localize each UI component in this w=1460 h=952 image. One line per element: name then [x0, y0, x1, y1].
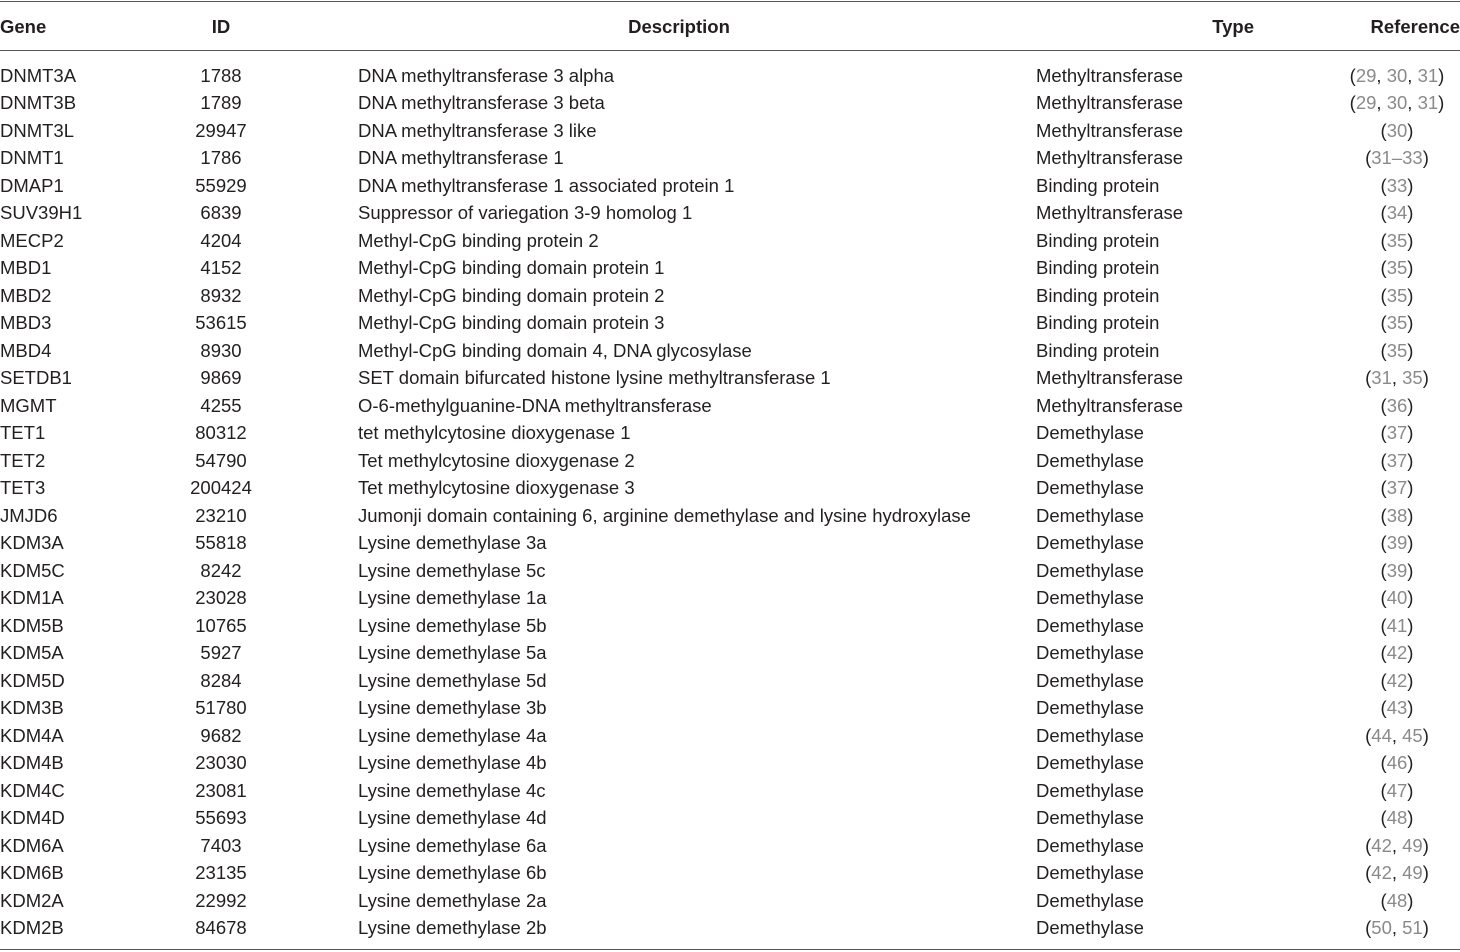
reference-link[interactable]: 36 [1386, 394, 1408, 416]
cell-description: Methyl-CpG binding domain 4, DNA glycosylase [358, 339, 752, 361]
cell-id: 1789 [200, 92, 242, 114]
reference-link[interactable]: 29 [1355, 64, 1377, 86]
reference-link[interactable]: 37 [1386, 449, 1408, 471]
cell-type: Demethylase [1036, 917, 1144, 939]
cell-description: Lysine demethylase 4a [358, 724, 547, 746]
cell-gene: DNMT1 [0, 147, 64, 169]
cell-type: Demethylase [1036, 669, 1144, 691]
cell-description: Lysine demethylase 6a [358, 834, 547, 856]
cell-gene: KDM4A [0, 724, 64, 746]
reference-link[interactable]: 41 [1386, 614, 1408, 636]
cell-reference: (33) [1380, 174, 1414, 196]
cell-description: Methyl-CpG binding domain protein 3 [358, 312, 665, 334]
reference-link[interactable]: 34 [1386, 202, 1408, 224]
cell-id: 23081 [195, 779, 247, 801]
cell-type: Binding protein [1036, 312, 1160, 334]
cell-reference: (36) [1380, 394, 1414, 416]
cell-reference: (35) [1380, 312, 1414, 334]
cell-type: Demethylase [1036, 614, 1144, 636]
cell-reference: (47) [1380, 779, 1414, 801]
table-row [0, 117, 1460, 145]
cell-gene: KDM2B [0, 917, 64, 939]
cell-type: Demethylase [1036, 697, 1144, 719]
cell-gene: KDM1A [0, 587, 64, 609]
reference-link[interactable]: 46 [1386, 752, 1408, 774]
cell-gene: KDM5A [0, 642, 64, 664]
reference-link[interactable]: 29 [1355, 92, 1377, 114]
cell-reference: (44, 45) [1365, 724, 1429, 746]
cell-gene: KDM2A [0, 889, 64, 911]
table-row [0, 255, 1460, 283]
cell-reference: (39) [1380, 532, 1414, 554]
cell-id: 55818 [195, 532, 247, 554]
cell-description: Lysine demethylase 6b [358, 862, 547, 884]
cell-type: Methyltransferase [1036, 92, 1184, 114]
cell-type: Demethylase [1036, 862, 1144, 884]
table-row [0, 200, 1460, 228]
reference-link[interactable]: 31 [1417, 64, 1439, 86]
table-row [0, 612, 1460, 640]
cell-gene: DNMT3A [0, 64, 77, 86]
cell-type: Binding protein [1036, 174, 1160, 196]
cell-description: Jumonji domain containing 6, arginine demethylase and lysine hydroxylase [358, 504, 971, 526]
header-id: ID [211, 16, 231, 37]
table-row [0, 585, 1460, 613]
cell-gene: MBD1 [0, 257, 52, 279]
cell-type: Methyltransferase [1036, 147, 1184, 169]
cell-id: 4204 [200, 229, 242, 251]
table-row [0, 887, 1460, 915]
reference-link[interactable]: 42 [1386, 669, 1408, 691]
cell-description: Methyl-CpG binding domain protein 1 [358, 257, 665, 279]
cell-reference: (31, 35) [1365, 367, 1429, 389]
cell-gene: KDM4D [0, 807, 65, 829]
cell-reference: (48) [1380, 889, 1414, 911]
reference-link[interactable]: 35 [1386, 312, 1408, 334]
table-row [0, 667, 1460, 695]
reference-link[interactable]: 48 [1386, 807, 1408, 829]
table-row [0, 172, 1460, 200]
reference-link[interactable]: 48 [1386, 889, 1408, 911]
cell-type: Binding protein [1036, 339, 1160, 361]
cell-id: 10765 [195, 614, 247, 636]
table-row [0, 640, 1460, 668]
table-row [0, 860, 1460, 888]
cell-gene: MECP2 [0, 229, 64, 251]
cell-gene: KDM6B [0, 862, 64, 884]
table-row [0, 557, 1460, 585]
reference-link[interactable]: 35 [1386, 257, 1408, 279]
cell-description: SET domain bifurcated histone lysine methyltransferase 1 [358, 367, 831, 389]
reference-link[interactable]: 30 [1386, 64, 1408, 86]
cell-description: Lysine demethylase 5c [358, 559, 546, 581]
cell-type: Demethylase [1036, 834, 1144, 856]
cell-reference: (37) [1380, 449, 1414, 471]
cell-reference: (37) [1380, 422, 1414, 444]
cell-type: Methyltransferase [1036, 64, 1184, 86]
cell-reference: (37) [1380, 477, 1414, 499]
reference-link[interactable]: 31–33 [1371, 147, 1423, 169]
reference-link[interactable]: 42 [1386, 642, 1408, 664]
table-row [0, 420, 1460, 448]
cell-description: Lysine demethylase 2a [358, 889, 547, 911]
cell-reference: (35) [1380, 284, 1414, 306]
cell-description: Lysine demethylase 5b [358, 614, 547, 636]
cell-gene: SETDB1 [0, 367, 72, 389]
cell-description: DNA methyltransferase 3 alpha [358, 64, 615, 86]
reference-link[interactable]: 39 [1386, 559, 1408, 581]
cell-description: Lysine demethylase 3b [358, 697, 547, 719]
table-row [0, 50, 1460, 90]
cell-type: Demethylase [1036, 477, 1144, 499]
cell-gene: KDM5D [0, 669, 65, 691]
cell-id: 8932 [200, 284, 242, 306]
cell-description: Methyl-CpG binding domain protein 2 [358, 284, 665, 306]
cell-description: tet methylcytosine dioxygenase 1 [358, 422, 631, 444]
cell-type: Demethylase [1036, 587, 1144, 609]
cell-id: 23135 [195, 862, 247, 884]
cell-type: Demethylase [1036, 422, 1144, 444]
gene-table [0, 4, 1460, 942]
cell-id: 51780 [195, 697, 247, 719]
cell-id: 8930 [200, 339, 242, 361]
table-row [0, 750, 1460, 778]
cell-id: 23030 [195, 752, 247, 774]
cell-id: 1786 [200, 147, 242, 169]
cell-gene: KDM6A [0, 834, 64, 856]
cell-id: 1788 [200, 64, 242, 86]
cell-gene: KDM4C [0, 779, 65, 801]
cell-id: 23210 [195, 504, 247, 526]
cell-reference: (34) [1380, 202, 1414, 224]
cell-id: 8284 [200, 669, 242, 691]
cell-description: DNA methyltransferase 3 like [358, 119, 597, 141]
bottom-rule [0, 949, 1460, 950]
cell-description: Lysine demethylase 3a [358, 532, 547, 554]
reference-link[interactable]: 35 [1386, 284, 1408, 306]
header-row [0, 4, 1460, 50]
cell-type: Methyltransferase [1036, 394, 1184, 416]
reference-link[interactable]: 33 [1386, 174, 1408, 196]
cell-id: 29947 [195, 119, 247, 141]
cell-reference: (31–33) [1365, 147, 1429, 169]
cell-type: Demethylase [1036, 889, 1144, 911]
cell-id: 9869 [200, 367, 242, 389]
table-row [0, 475, 1460, 503]
table-row [0, 227, 1460, 255]
header-reference: Reference [1370, 16, 1460, 37]
cell-description: Tet methylcytosine dioxygenase 3 [358, 477, 635, 499]
cell-reference: (30) [1380, 119, 1414, 141]
cell-description: Tet methylcytosine dioxygenase 2 [358, 449, 635, 471]
cell-description: Lysine demethylase 4b [358, 752, 547, 774]
table-row [0, 310, 1460, 338]
cell-gene: DNMT3B [0, 92, 77, 114]
cell-description: Suppressor of variegation 3-9 homolog 1 [358, 202, 693, 224]
cell-id: 6839 [200, 202, 242, 224]
table-row [0, 530, 1460, 558]
cell-id: 8242 [200, 559, 242, 581]
cell-id: 22992 [195, 889, 247, 911]
reference-link[interactable]: 35 [1386, 229, 1408, 251]
cell-type: Methyltransferase [1036, 119, 1184, 141]
table-row [0, 337, 1460, 365]
reference-link[interactable]: 49 [1402, 862, 1423, 884]
cell-gene: KDM3A [0, 532, 64, 554]
cell-description: Lysine demethylase 5a [358, 642, 547, 664]
cell-gene: KDM3B [0, 697, 64, 719]
table-row [0, 447, 1460, 475]
cell-type: Methyltransferase [1036, 202, 1184, 224]
cell-type: Demethylase [1036, 504, 1144, 526]
table-row [0, 90, 1460, 118]
reference-link[interactable]: 39 [1386, 532, 1408, 554]
cell-type: Binding protein [1036, 284, 1160, 306]
cell-description: DNA methyltransferase 3 beta [358, 92, 605, 114]
cell-gene: KDM5C [0, 559, 65, 581]
reference-link[interactable]: 51 [1402, 917, 1423, 939]
reference-link[interactable]: 31 [1371, 367, 1392, 389]
reference-link[interactable]: 31 [1417, 92, 1439, 114]
table-row [0, 695, 1460, 723]
cell-gene: TET2 [0, 449, 46, 471]
cell-reference: (40) [1380, 587, 1414, 609]
cell-reference: (35) [1380, 229, 1414, 251]
reference-link[interactable]: 35 [1402, 367, 1423, 389]
cell-description: DNA methyltransferase 1 associated protein 1 [358, 174, 735, 196]
cell-gene: JMJD6 [0, 504, 58, 526]
cell-reference: (29, 30, 31) [1349, 92, 1445, 114]
reference-link[interactable]: 40 [1386, 587, 1408, 609]
cell-reference: (50, 51) [1365, 917, 1429, 939]
cell-type: Demethylase [1036, 559, 1144, 581]
reference-link[interactable]: 30 [1386, 119, 1408, 141]
cell-type: Demethylase [1036, 807, 1144, 829]
cell-id: 55929 [195, 174, 247, 196]
cell-id: 7403 [200, 834, 242, 856]
cell-gene: KDM5B [0, 614, 64, 636]
cell-type: Demethylase [1036, 724, 1144, 746]
cell-gene: MGMT [0, 394, 57, 416]
cell-gene: DNMT3L [0, 119, 75, 141]
reference-link[interactable]: 47 [1386, 779, 1408, 801]
cell-id: 4255 [200, 394, 242, 416]
table-body [0, 50, 1460, 942]
reference-link[interactable]: 42 [1371, 834, 1392, 856]
reference-link[interactable]: 44 [1371, 724, 1392, 746]
header-description: Description [628, 16, 730, 37]
cell-id: 9682 [200, 724, 242, 746]
cell-id: 84678 [195, 917, 247, 939]
reference-link[interactable]: 37 [1386, 422, 1408, 444]
reference-link[interactable]: 49 [1402, 834, 1423, 856]
reference-link[interactable]: 43 [1386, 697, 1408, 719]
cell-gene: MBD2 [0, 284, 52, 306]
cell-reference: (35) [1380, 257, 1414, 279]
reference-link[interactable]: 45 [1402, 724, 1423, 746]
reference-link[interactable]: 30 [1386, 92, 1408, 114]
cell-description: Lysine demethylase 5d [358, 669, 547, 691]
cell-gene: MBD4 [0, 339, 52, 361]
table-row [0, 392, 1460, 420]
cell-description: O-6-methylguanine-DNA methyltransferase [358, 394, 712, 416]
cell-reference: (48) [1380, 807, 1414, 829]
cell-id: 54790 [195, 449, 247, 471]
reference-link[interactable]: 37 [1386, 477, 1408, 499]
table-row [0, 722, 1460, 750]
header-type: Type [1212, 16, 1254, 37]
cell-gene: DMAP1 [0, 174, 64, 196]
cell-description: Methyl-CpG binding protein 2 [358, 229, 599, 251]
cell-reference: (42) [1380, 669, 1414, 691]
table-row [0, 502, 1460, 530]
cell-id: 200424 [190, 477, 252, 499]
cell-description: DNA methyltransferase 1 [358, 147, 564, 169]
cell-id: 80312 [195, 422, 247, 444]
cell-type: Demethylase [1036, 449, 1144, 471]
cell-gene: SUV39H1 [0, 202, 83, 224]
top-rule [0, 1, 1460, 2]
header-gene: Gene [0, 16, 47, 37]
cell-id: 23028 [195, 587, 247, 609]
cell-reference: (43) [1380, 697, 1414, 719]
cell-reference: (29, 30, 31) [1349, 64, 1445, 86]
table-row [0, 805, 1460, 833]
reference-link[interactable]: 35 [1386, 339, 1408, 361]
table-row [0, 282, 1460, 310]
cell-reference: (39) [1380, 559, 1414, 581]
cell-type: Demethylase [1036, 752, 1144, 774]
cell-id: 55693 [195, 807, 247, 829]
table-row [0, 832, 1460, 860]
cell-description: Lysine demethylase 2b [358, 917, 547, 939]
table-row [0, 915, 1460, 943]
cell-description: Lysine demethylase 4d [358, 807, 547, 829]
cell-reference: (46) [1380, 752, 1414, 774]
cell-type: Binding protein [1036, 229, 1160, 251]
cell-gene: TET1 [0, 422, 46, 444]
cell-id: 53615 [195, 312, 247, 334]
table-row [0, 777, 1460, 805]
cell-type: Demethylase [1036, 779, 1144, 801]
cell-gene: MBD3 [0, 312, 52, 334]
cell-description: Lysine demethylase 1a [358, 587, 547, 609]
cell-gene: KDM4B [0, 752, 64, 774]
cell-id: 4152 [200, 257, 242, 279]
cell-reference: (42, 49) [1365, 862, 1429, 884]
cell-type: Demethylase [1036, 532, 1144, 554]
reference-link[interactable]: 38 [1386, 504, 1408, 526]
cell-type: Demethylase [1036, 642, 1144, 664]
cell-id: 5927 [200, 642, 242, 664]
cell-type: Methyltransferase [1036, 367, 1184, 389]
cell-type: Binding protein [1036, 257, 1160, 279]
cell-gene: TET3 [0, 477, 46, 499]
cell-reference: (35) [1380, 339, 1414, 361]
cell-description: Lysine demethylase 4c [358, 779, 546, 801]
cell-reference: (38) [1380, 504, 1414, 526]
table-row [0, 365, 1460, 393]
reference-link[interactable]: 42 [1371, 862, 1392, 884]
cell-reference: (42) [1380, 642, 1414, 664]
cell-reference: (42, 49) [1365, 834, 1429, 856]
reference-link[interactable]: 50 [1371, 917, 1392, 939]
table-row [0, 145, 1460, 173]
cell-reference: (41) [1380, 614, 1414, 636]
